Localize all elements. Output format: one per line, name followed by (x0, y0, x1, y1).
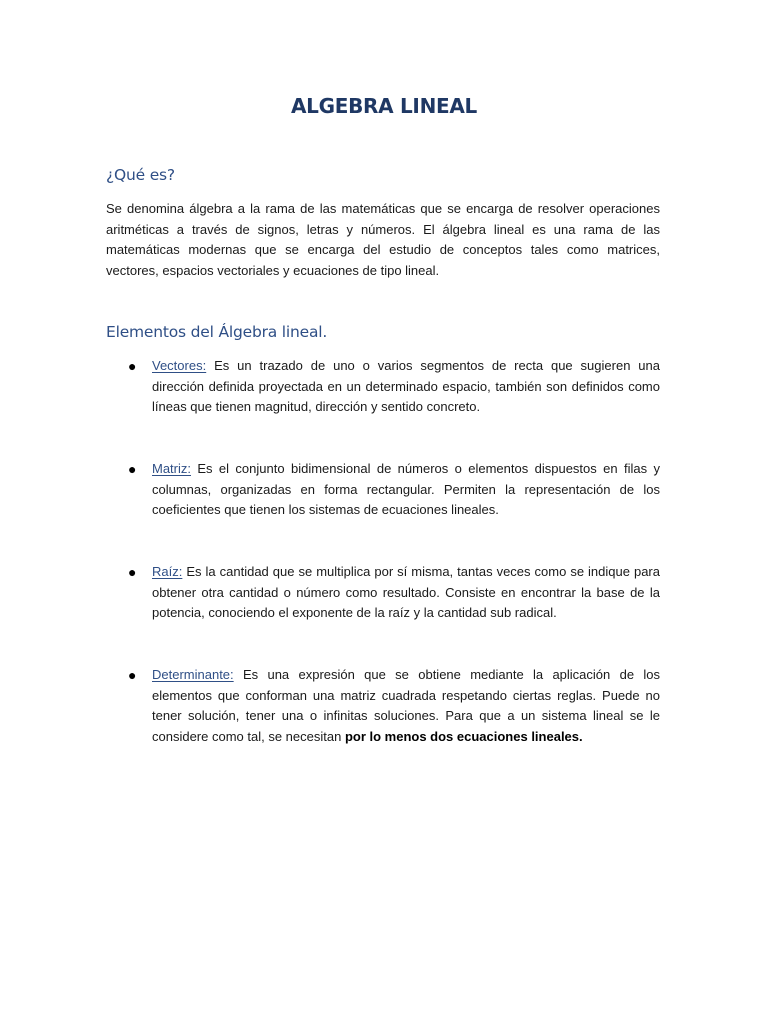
list-item-text (152, 665, 660, 747)
definition-text: Es una expresión que se obtiene mediante la aplicación de los elementos que conforman una matriz cuadrada respetando ciertas reglas. Puede no tener solución, tener una o infinitas soluciones. Para que a un sistema lineal se le considere como tal, se necesitan (152, 667, 660, 744)
list-item-text (152, 562, 660, 624)
definition-text: Es un trazado de uno o varios segmentos de recta que sugieren una dirección definida proyectada en un determinado espacio, también son definidos como líneas que tienen magnitud, dirección y sentido concreto. (152, 358, 660, 414)
bold-emphasis: por lo menos dos ecuaciones lineales. (344, 728, 583, 744)
definition-text: Es el conjunto bidimensional de números o elementos dispuestos en filas y columnas, organizadas en forma rectangular. Permiten la representación de los coeficientes que tienen los sistemas de ecuaciones lineales. (152, 461, 660, 517)
term-link-determinante[interactable]: Determinante: (152, 667, 234, 682)
list-item-text (152, 356, 660, 418)
document-title: ALGEBRA LINEAL (291, 94, 477, 118)
bullet-icon: ● (128, 461, 137, 477)
section-heading-elementos: Elementos del Álgebra lineal. (106, 323, 328, 341)
section-heading-que-es: ¿Qué es? (106, 166, 175, 184)
list-item-text (152, 459, 660, 521)
bullet-icon: ● (128, 564, 137, 580)
bullet-icon: ● (128, 667, 137, 683)
term-link-vectores[interactable]: Vectores: (152, 358, 207, 373)
term-link-matriz[interactable]: Matriz: (152, 461, 191, 476)
definition-text: Es la cantidad que se multiplica por sí misma, tantas veces como se indique para obtener otra cantidad o número como resultado. Consiste en encontrar la base de la potencia, conociendo el exponente de la raíz y la cantidad sub radical. (152, 564, 660, 620)
term-link-raiz[interactable]: Raíz: (152, 564, 183, 579)
intro-paragraph: Se denomina álgebra a la rama de las matemáticas que se encarga de resolver operaciones aritméticas a través de signos, letras y números. El álgebra lineal es una rama de las matemáticas modernas que se encarga del estudio de conceptos tales como matrices, vectores, espacios vectoriales y ecuaciones de tipo lineal. (106, 201, 660, 278)
bullet-icon: ● (128, 358, 137, 374)
